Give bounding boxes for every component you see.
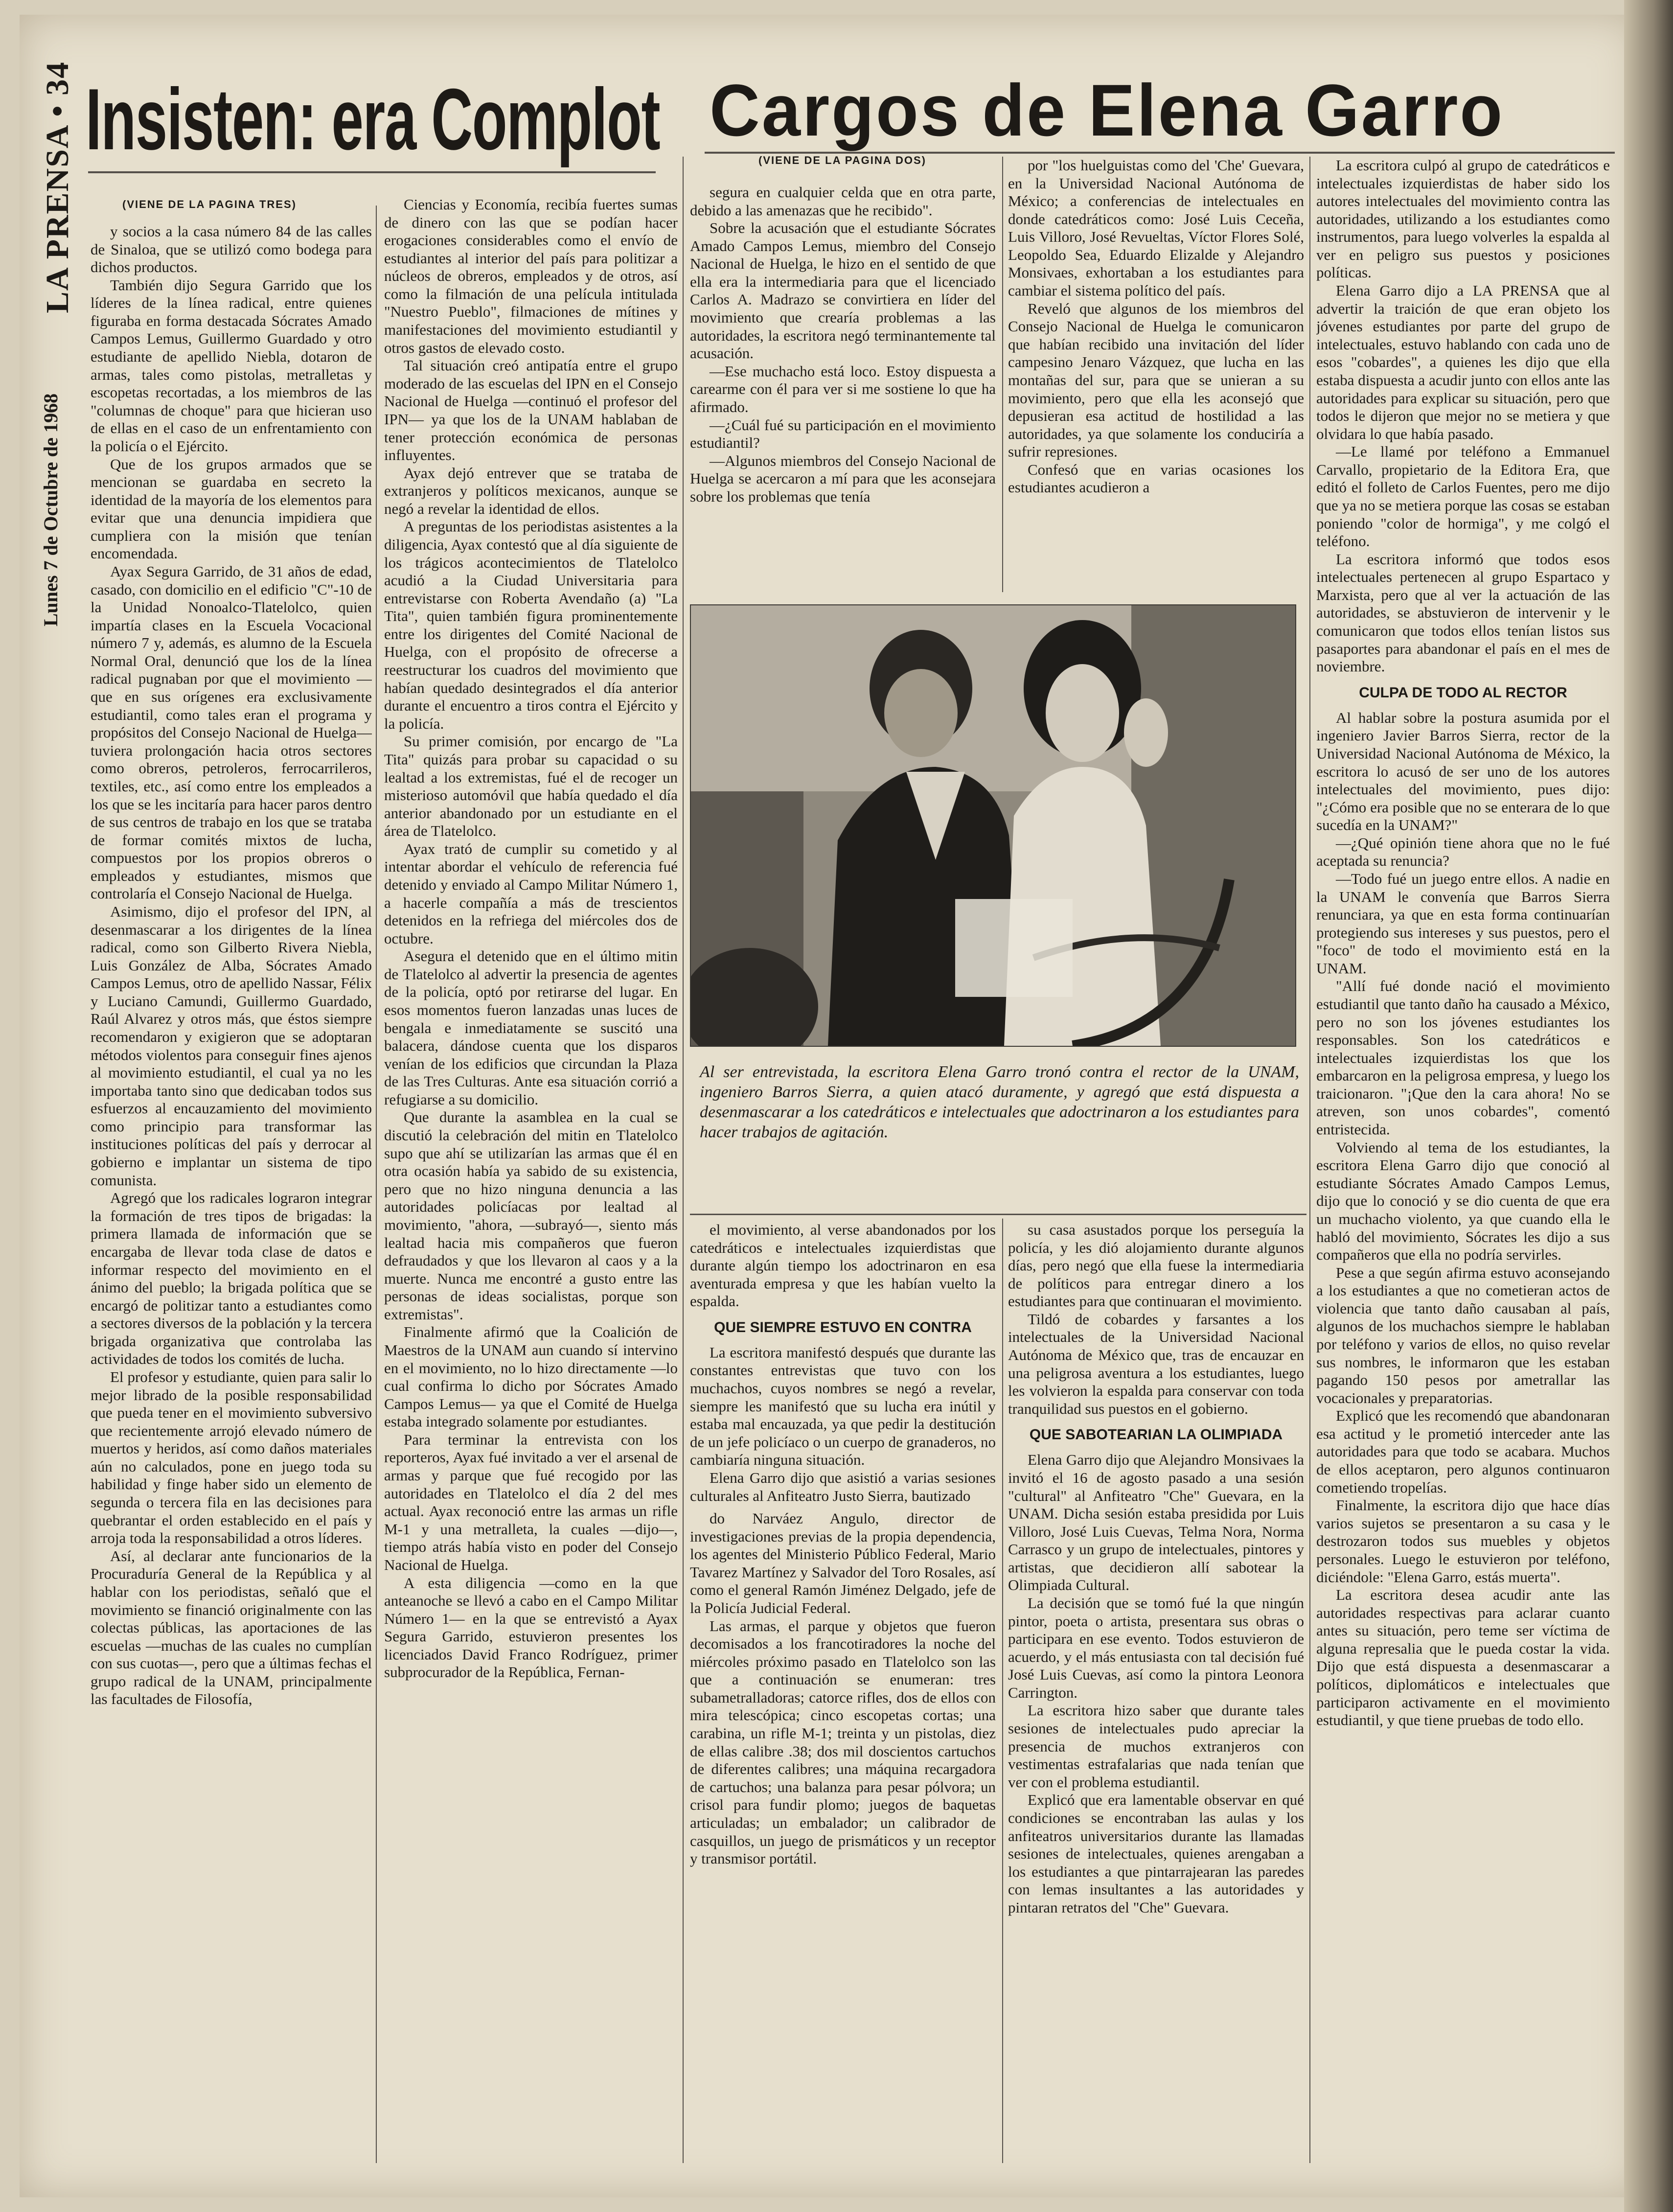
paragraph: —Le llamé por teléfono a Emmanuel Carvallo, propietario de la Editora Era, que editó el folleto de Carlos Fuentes, pero me dijo que ya no se metiera porque las cosas se estaban poniendo "color de hormiga", y me colgó el teléfono. [1316,443,1610,550]
paragraph: Finalmente afirmó que la Coalición de Maestros de la UNAM aun cuando sí intervino en el movimiento, no lo hizo directamente —lo cual confirma lo dicho por Sócrates Amado Campos Lemus— ya que el Comité de Huelga estaba integrado solamente por estudiantes. [384,1323,678,1430]
paragraph: Reveló que algunos de los miembros del Consejo Nacional de Huelga le comunicaron que habían recibido una invitación del líder campesino Jenaro Vázquez, que lucha en las montañas del sur, para que se unieran a su movimiento, pero que ella les aconsejó que depusieran esa actitud de hostilidad a las autoridades, ya que solamente los conduciría a sufrir represiones. [1008,300,1304,461]
photo-elena-garro [690,604,1296,1047]
paragraph: Asimismo, dijo el profesor del IPN, al desenmascarar a los dirigentes de la línea radical, como son Gilberto Rivera Niebla, Luis González de Alba, Sócrates Amado Campos Lemus, otro de apellido Nassar, Félix y Luciano Camundi, Guillermo Guardado, Raúl Alvarez y otros más, que éstos siempre recomendaron y exigieron que se adoptaran métodos violentos para conseguir fines ajenos al movimiento estudiantil, el cual ya no les importaba tanto sino que dedicaban todos sus esfuerzos al encauzamiento del movimiento como principio para transformar las instituciones políticas del país y derrocar al gobierno e implantar un sistema de tipo comunista. [91,902,372,1189]
paragraph: —Ese muchacho está loco. Estoy dispuesta a carearme con él para ver si me sostiene lo que ha afirmado. [690,362,996,415]
paragraph: Al hablar sobre la postura asumida por el ingeniero Javier Barros Sierra, rector de la Universidad Nacional Autónoma de México, la escritora lo acusó de ser uno de los autores intelectuales del movimiento, pues dijo: "¿Cómo era posible que no se enterara de lo que sucedía en la UNAM?" [1316,709,1610,834]
photo-caption: Al ser entrevistada, la escritora Elena Garro tronó contra el rector de la UNAM, ingeniero Barros Sierra, a quien atacó duramente, y agregó que está dispuesta a desenmascarar a los catedráticos e intelectuales que adoctrinaron a los estudiantes para hacer trabajos de agitación. [700,1063,1299,1141]
paragraph: Las armas, el parque y objetos que fueron decomisados a los francotiradores la noche del miércoles próximo pasado en Tlatelolco son las que a continuación se enumeran: tres subametralladoras; catorce rifles, dos de ellos con mira telescópica; cinco escopetas cortas; una carabina, un rifle M-1; treinta y un pistolas, diez de ellas calibre .38; dos mil doscientos cartuchos de diferentes calibres; una máquina recargadora de cartuchos; una balanza para pesar pólvora; un crisol para fundir plomo; juegos de baquetas articuladas; un embalador; un calibrador de casquillos, un juego de prismáticos y un receptor y transmisor portátil. [690,1617,996,1867]
paragraph: Asegura el detenido que en el último mitin de Tlatelolco al advertir la presencia de agentes de la policía, optó por retirarse del lugar. En esos momentos fueron lanzadas unas luces de bengala e inmediatamente se suscitó una balacera, dándose cuenta que los disparos venían de los edificios que circundan la Plaza de las Tres Culturas. Ante esa situación corrió a refugiarse a su domicilio. [384,947,678,1108]
paragraph: Explicó que les recomendó que abandonaran esa actitud y le prometió interceder ante las autoridades para que todo se acabara. Muchos de ellos aceptaron, pero algunos continuaron cometiendo tropelías. [1316,1407,1610,1496]
paragraph: La decisión que se tomó fué la que ningún pintor, poeta o artista, presentara sus obras o participara en ese evento. Todos estuvieron de acuerdo, y el más entusiasta con tal decisión fué José Luis Cuevas, así como la pintora Leonora Carrington. [1008,1594,1304,1701]
paragraph: Que durante la asamblea en la cual se discutió la celebración del mitin en Tlatelolco supo que ahí se utilizarían las armas que él en otra ocasión había ya sabido de su existencia, pero que no hizo ninguna denuncia a las autoridades policíacas por lealtad al movimiento, "ahora, —subrayó—, siento más lealtad hacia mis compañeros que fueron defraudados y que los llevaron al caos y a la muerte. Nunca me encontré a gusto entre las personas de ideas socialistas, porque son extremistas". [384,1108,678,1323]
paragraph: Volviendo al tema de los estudiantes, la escritora Elena Garro dijo que conoció al estudiante Sócrates Amado Campos Lemus, dijo que lo conoció y se dio cuenta de que era un muchacho violento, ya que cuando ella le habló del movimiento, Sócrates les dijo a sus compañeros que ella no podría servirles. [1316,1138,1610,1264]
paragraph: Ayax trató de cumplir su cometido y al intentar abordar el vehículo de referencia fué detenido y enviado al Campo Militar Número 1, a hacerle compañía a más de trescientos detenidos en la refriega del miércoles dos de octubre. [384,840,678,947]
paragraph: Así, al declarar ante funcionarios de la Procuraduría General de la República y al hablar con los periodistas, señaló que el movimiento se financió originalmente con las colectas públicas, las aportaciones de las escuelas —muchas de las cuales no cumplían con sus cuotas—, pero que a últimas fechas el grupo radical de la UNAM, principalmente las facultades de Filosofía, [91,1547,372,1708]
column-2 [384,196,678,2158]
paragraph: —¿Cuál fué su participación en el movimiento estudiantil? [690,416,996,452]
headline-left: Insisten: era Complot [86,70,660,168]
headline-right: Cargos de Elena Garro [710,69,1505,151]
paragraph: —Todo fué un juego entre ellos. A nadie en la UNAM le convenía que Barros Sierra renunciara, ya que en esta forma continuarían protegiendo sus intereses y sus puestos, pero el "foco" de todo el movimiento está en la UNAM. [1316,870,1610,977]
paragraph: el movimiento, al verse abandonados por los catedráticos e intelectuales izquierdistas que durante algún tiempo los adoctrinaron en esa aventurada empresa y que les habían vuelto la espalda. [690,1221,996,1310]
column-rule [683,157,684,2163]
paragraph: Pese a que según afirma estuvo aconsejando a los estudiantes a que no cometieran actos de violencia que tanto daño causaban al país, algunos de los muchachos siempre le hablaban por teléfono y varios de ellos, no quiso revelar sus nombres, le informaron que les estaban pagando 150 pesos por ametrallar las vocacionales y preparatorias. [1316,1264,1610,1406]
paragraph: La escritora culpó al grupo de catedráticos e intelectuales izquierdistas de haber sido los autores intelectuales del movimiento contra las autoridades, utilizando a los estudiantes como instrumentos, para luego volverles la espalda al ver en peligro sus puestos y posiciones políticas. [1316,157,1610,281]
column-1 [91,223,372,2161]
paragraph: Agregó que los radicales lograron integrar la formación de tres tipos de brigadas: la primera llamada de información que se encargaba de llevar toda clase de datos e informar respecto del movimiento en el ánimo del pueblo; la brigada política que se encargó de politizar tanto a estudiantes como a sectores diversos de la población y la tercera brigada organizativa que controlaba las actividades de todos los comités de lucha. [91,1189,372,1368]
caption-rule [690,1214,1306,1215]
paragraph: También dijo Segura Garrido que los líderes de la línea radical, entre quienes figuraba en forma destacada Sócrates Amado Campos Lemus, Guillermo Guardado y otro estudiante de apellido Niebla, dotaron de armas, tales como pistolas, metralletas y escopetas recortadas, a los miembros de las "columnas de choque" para que hicieran uso de ellas en el caso de un enfrentamiento con la policía o el Ejército. [91,276,372,455]
date-line: Lunes 7 de Octubre de 1968 [40,393,62,626]
paragraph: —Algunos miembros del Consejo Nacional de Huelga se acercaron a mí para que les aconsejara sobre los problemas que tenía [690,452,996,505]
vertical-masthead [39,61,88,685]
paragraph: Que de los grupos armados que se mencionan se guardaba en secreto la identidad de la mayoría de los elementos para evitar que una denuncia impidiera que cumpliera con la misión que tenían encomendada. [91,455,372,562]
paper-name-text: LA PRENSA [40,126,75,313]
continued-from-right: (VIENE DE LA PAGINA DOS) [758,154,926,166]
paragraph: Tildó de cobardes y farsantes a los intelectuales de la Universidad Nacional Autónoma de México que, tras de encauzar en una peligrosa aventura a los estudiantes, luego les volvieron la espalda para conservar con toda tranquilidad sus puestos en el gobierno. [1008,1310,1304,1417]
paragraph: La escritora desea acudir ante las autoridades respectivas para aclarar cuanto antes su situación, pero teme ser víctima de alguna represalia que le pueda costar la vida. Dijo que está dispuesta a desenmascarar a políticos, diplomáticos e intelectuales que participaron activamente en el movimiento estudiantil, y que tiene pruebas de todo ello. [1316,1586,1610,1729]
headline-rule-left [88,171,656,173]
paragraph: La escritora manifestó después que durante las constantes entrevistas que tuvo con los muchachos, cuyos nombres se negó a revelar, siempre les manifestó que su lucha era inútil y estaba mal encauzada, ya que pedir la destitución de un jefe policíaco o un cuerpo de granaderos, no cambiaría ninguna situación. [690,1343,996,1469]
column-3-top [690,184,996,590]
paper-name: LA PRENSA • 34 [40,61,75,313]
paragraph: Explicó que era lamentable observar en qué condiciones se encontraban las aulas y los anfiteatros universitarios durante las llamadas sesiones de intelectuales, quienes arengaban a los estudiantes a que pintarrajearan las paredes con lemas insultantes a las autoridades y pintaran retratos del "Che" Guevara. [1008,1791,1304,1916]
paragraph: Ayax dejó entrever que se trataba de extranjeros y políticos mexicanos, aunque se negó a revelar la identidad de ellos. [384,464,678,517]
paragraph: A esta diligencia —como en la que anteanoche se llevó a cabo en el Campo Militar Número 1— en la que se entrevistó a Ayax Segura Garrido, estuvieron presentes los licenciados David Franco Rodríguez, primer subprocurador de la República, Fernan- [384,1574,678,1681]
subheading-culpa-rector: CULPA DE TODO AL RECTOR [1359,684,1567,701]
paragraph: y socios a la casa número 84 de las calles de Sinaloa, que se utilizó como bodega para dichos productos. [91,223,372,276]
page-number: 34 [40,61,75,95]
paragraph: segura en cualquier celda que en otra parte, debido a las amenazas que he recibido". [690,184,996,219]
paragraph: El profesor y estudiante, quien para salir lo mejor librado de la posible responsabilidad que pueda tener en el movimiento subversivo que recientemente arrojó elevado número de muertos y heridos, así como daños materiales aún no calculados, pone en juego toda su habilidad y finge haber sido un elemento de segunda o tercera fila en las decisiones para quebrantar el orden establecido en el país y arroja toda la responsabilidad a otros líderes. [91,1368,372,1547]
column-rule [376,206,377,2163]
paragraph: Sobre la acusación que el estudiante Sócrates Amado Campos Lemus, miembro del Consejo Nacional de Huelga, le hizo en el sentido de que ella era la intermediaria para que el licenciado Carlos A. Madrazo se convirtiera en líder del movimiento que crearía problemas a las autoridades, la escritora negó terminantemente tal acusación. [690,219,996,362]
paragraph: "Allí fué donde nació el movimiento estudiantil que tanto daño ha causado a México, pero no son los jóvenes estudiantes los responsables. Son los catedráticos e intelectuales izquierdistas los que los embarcaron en la peligrosa empresa, y luego los traicionaron. "¡Que den la cara ahora! No se atreven, son unos cobardes", comentó entristecida. [1316,977,1610,1138]
paragraph: La escritora hizo saber que durante tales sesiones de intelectuales pudo apreciar la presencia de muchos extranjeros con vestimentas estrafalarias que nada tenían que ver con el problema estudiantil. [1008,1702,1304,1791]
page-binding-edge [1624,0,1673,2212]
paragraph: do Narváez Angulo, director de investigaciones previas de la propia dependencia, los agentes del Ministerio Público Federal, Mario Tavarez Martínez y Salvador del Toro Rosales, así como el general Ramón Jiménez Delgado, jefe de la Policía Judicial Federal. [690,1510,996,1616]
paragraph: Ciencias y Economía, recibía fuertes sumas de dinero con las que se podían hacer erogaciones considerables como el envío de estudiantes al interior del país para politizar a núcleos de obreros, empleados y de otros, así como la filmación de una película intitulada "Nuestro Pueblo", filmaciones de mítines y manifestaciones del movimiento estudiantil y otros gastos de elevado costo. [384,196,678,356]
column-rule [1309,157,1310,2163]
paragraph: su casa asustados porque los perseguía la policía, y les dió alojamiento durante algunos días, pero negó que ella fuese la intermediaria de políticos para entregar dinero a los estudiantes para que continuaran el movimiento. [1008,1221,1304,1310]
paragraph: Elena Garro dijo que asistió a varias sesiones culturales al Anfiteatro Justo Sierra, bautizado [690,1469,996,1504]
headline-rule-right [705,152,1615,154]
paragraph: A preguntas de los periodistas asistentes a la diligencia, Ayax contestó que al día siguiente de los trágicos acontecimientos de Tlatelolco acudió a la Ciudad Universitaria para entrevistarse con Roberta Avendaño (a) "La Tita", quien también figura prominentemente entre los dirigentes del Comité Nacional de Huelga, con el propósito de ofrecerse a reestructurar los cuadros del movimiento que habían quedado desintegrados el día anterior durante el encuentro a tiros contra el Ejército y la policía. [384,518,678,732]
paragraph: La escritora informó que todos esos intelectuales pertenecen al grupo Espartaco y Marxista, pero que al ver la actuación de las autoridades, se abstuvieron de intervenir y le comunicaron que todos ellos tenían listos sus pasaportes para abandonar el país en el mes de noviembre. [1316,550,1610,675]
column-rule [1002,1219,1003,2163]
paragraph: Su primer comisión, por encargo de "La Tita" quizás para probar su capacidad o su lealtad a los extremistas, fué el de recoger un misterioso automóvil que había quedado el día anterior abandonado por un estudiante en el área de Tlatelolco. [384,733,678,840]
paragraph: Elena Garro dijo que Alejandro Monsivaes la invitó el 16 de agosto pasado a una sesión "cultural" al Anfiteatro "Che" Guevara, en la UNAM. Dicha sesión estaba presidida por Luis Villoro, José Luis Cuevas, Telma Nora, Norma Carrasco y un grupo de intelectuales, pintores y artistas, que decidieron allí sabotear la Olimpiada Cultural. [1008,1451,1304,1594]
paragraph: Confesó que en varias ocasiones los estudiantes acudieron a [1008,461,1304,496]
column-5 [1316,157,1610,2161]
paragraph: —¿Qué opinión tiene ahora que no le fué aceptada su renuncia? [1316,834,1610,870]
paragraph: Elena Garro dijo a LA PRENSA que al advertir la traición de que eran objeto los jóvenes estudiantes por parte del grupo de intelectuales, estuvo hablando con cada uno de esos "cobardes", a quienes les dijo que ella estaba dispuesta a acudir junto con ellos ante las autoridades para explicar su situación, pero que todos le dijeron que mejor no se metiera y que olvidara lo que había pasado. [1316,282,1610,442]
photo-illustration [691,605,1295,1046]
column-rule [1002,157,1003,592]
paragraph: por "los huelguistas como del 'Che' Guevara, en la Universidad Nacional Autónoma de México; a conferencias de intelectuales en donde catedráticos como: José Luis Ceceña, Luis Villoro, José Revueltas, Víctor Flores Solé, Leopoldo Sea, Eduardo Elizalde y Alejandro Monsivaes, exhortaban a los estudiantes para cambiar el sistema político del país. [1008,157,1304,300]
paragraph: Finalmente, la escritora dijo que hace días varios sujetos se presentaron a su casa y le destrozaron todos sus muebles y objetos personales. Luego le estuvieron por teléfono, diciéndole: "Elena Garro, estás muerta". [1316,1497,1610,1586]
paragraph: Ayax Segura Garrido, de 31 años de edad, casado, con domicilio en el edificio "C"-10 de la Unidad Nonoalco-Tlatelolco, quien impartía clases en la Escuela Vocacional número 7 y, además, es alumno de la Escuela Normal Oral, denunció que los de la línea radical pugnaban por que el movimiento —que en sus orígenes era exclusivamente estudiantil, como tales eran el programa y propósitos del Consejo Nacional de Huelga— tuviera prolongación hacia otros sectores como obreros, petroleros, ferrocarrileros, textiles, etc., así como entre los empleados a los que se les incitaría para hacer paros dentro de sus centros de trabajo en los que se trataba de formar comités mixtos de lucha, compuestos por los propios obreros o empleados y estudiantes, mismos que controlaría el Consejo Nacional de Huelga. [91,562,372,902]
column-3-bottom [690,1221,996,2161]
continued-from-left: (VIENE DE LA PAGINA TRES) [122,198,297,210]
column-4-bottom [1008,1221,1304,2161]
paragraph: Para terminar la entrevista con los reporteros, Ayax fué invitado a ver el arsenal de armas y parque que fué recogido por las autoridades en Tlatelolco el día 2 del mes actual. Ayax reconoció entre las armas un rifle M-1 y una metralleta, la cuales —dijo—, tiempo atrás había visto en poder del Consejo Nacional de Huelga. [384,1430,678,1573]
paragraph: Tal situación creó antipatía entre el grupo moderado de las escuelas del IPN en el Consejo Nacional de Huelga —continuó el profesor del IPN— ya que los de la UNAM hablaban de tener protección económica de personas influyentes. [384,357,678,464]
column-4-top [1008,157,1304,590]
subheading-saboteo-olimpiada: QUE SABOTEARIAN LA OLIMPIADA [1029,1427,1283,1443]
subheading-siempre-en-contra: QUE SIEMPRE ESTUVO EN CONTRA [714,1319,972,1336]
